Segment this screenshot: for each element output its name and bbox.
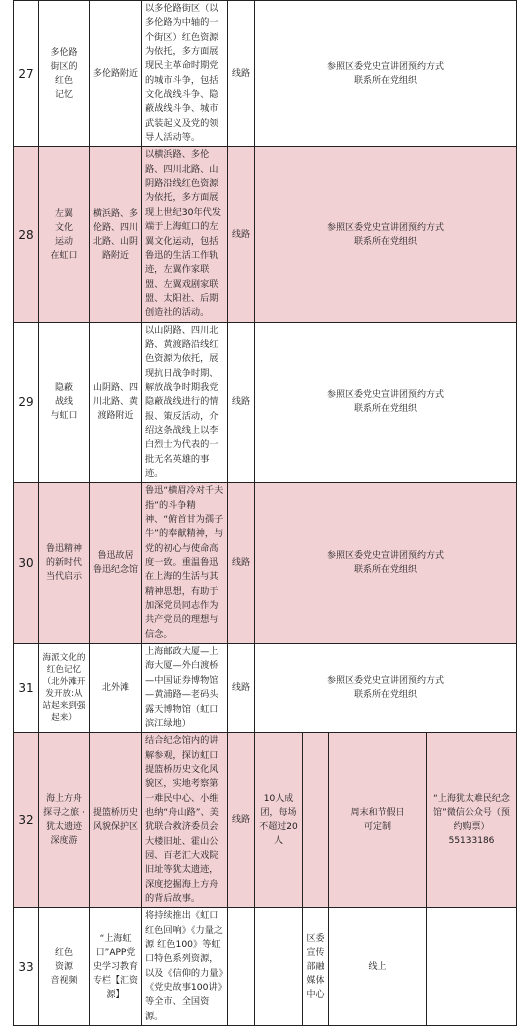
booking-info: 参照区委党史宣讲团预约方式 联系所在党组织 [255,322,517,483]
activity-description: 以多伦路街区（以多伦路为中轴的一个街区）红色资源为依托，多方面展现民主革命时期党的城市斗争，包括文化战线斗争、隐蔽战线斗争、城市武装起义及党的领导人活动等。 [142,1,228,147]
table-row [14,483,517,644]
table-row [14,1,517,147]
row-number: 33 [14,908,39,1026]
activity-location: 鲁迅故居 鲁迅纪念馆 [90,483,142,644]
empty-cell [255,908,303,1026]
table-row [14,644,517,733]
booking-info: 参照区委党史宣讲团预约方式 联系所在党组织 [255,483,517,644]
activity-type: 线路 [228,733,255,908]
activity-description: 上海邮政大厦—上海大厦—外白渡桥—中国证券博物馆—黄浦路—老码头露天博物馆（虹口滨江绿地） [142,644,228,733]
row-number: 29 [14,322,39,483]
activity-location: “上海虹口”APP党史学习教育专栏【汇资源】 [90,908,142,1026]
activity-type: 线路 [228,147,255,322]
row-number: 30 [14,483,39,644]
table-row [14,908,517,1026]
activity-location: 山阴路、四川北路、黄渡路附近 [90,322,142,483]
activity-type: 线路 [228,1,255,147]
table-row [14,147,517,322]
activity-location: 提篮桥历史风貌保护区 [90,733,142,908]
activity-type: 线路 [228,644,255,733]
organizer: 区委宣传部融媒体中心 [303,908,329,1026]
activity-location: 北外滩 [90,644,142,733]
activity-name: 海上方舟 探寻之旅 · 犹太遗迹 深度游 [39,733,90,908]
red-routes-table [13,0,517,1026]
row-number: 31 [14,644,39,733]
row-number: 28 [14,147,39,322]
booking-info: 参照区委党史宣讲团预约方式 联系所在党组织 [255,1,517,147]
booking-info: 参照区委党史宣讲团预约方式 联系所在党组织 [255,147,517,322]
activity-location: 多伦路附近 [90,1,142,147]
activity-name: 红色 资源 音视频 [39,908,90,1026]
activity-description: 以横浜路、多伦路、四川北路、山阴路沿线红色资源为依托，多方面展现上世纪30年代发端于上海虹口的左翼文化运动，包括鲁迅的生活工作轨迹，左翼作家联盟、左翼戏剧家联盟、太阳社、后期创造社的活动。 [142,147,228,322]
activity-description: 以山阴路、四川北路、黄渡路沿线红色资源为依托，展现抗日战争时期、解放战争时期我党隐蔽战线进行的情报、策反活动，介绍这条战线上以李白烈士为代表的一批无名英雄的事迹。 [142,322,228,483]
empty-cell [228,908,255,1026]
activity-name: 隐蔽 战线 与虹口 [39,322,90,483]
activity-name: 鲁迅精神 的新时代 当代启示 [39,483,90,644]
activity-description: 将持续推出《虹口红色回响》《力量之源 红色100》等虹口特色系列资源，以及《信仰的力量》《党史故事100讲》等全市、全国资源。 [142,908,228,1026]
activity-description: 鲁迅“横眉冷对千夫指”的斗争精神、“俯首甘为孺子牛”的奉献精神，与党的初心与使命高度一致。重温鲁迅在上海的生活与其精神思想，有助于加深党员同志作为共产党员的理想与信念。 [142,483,228,644]
activity-name: 多伦路 街区的 红色 记忆 [39,1,90,147]
row-number: 32 [14,733,39,908]
activity-name: 左翼 文化 运动 在虹口 [39,147,90,322]
activity-mode: 线上 [329,908,427,1026]
activity-type: 线路 [228,483,255,644]
activity-name: 海派文化的 红色记忆 （北外滩开 发开放:从 站起来到强 起来） [39,644,90,733]
activity-description: 结合纪念馆内的讲解参观，探访虹口提篮桥历史文化风貌区，实地考察第一难民中心、小维也纳“舟山路”、美犹联合救济委员会大楼旧址、霍山公园、百老汇大戏院旧址等犹太遗迹，深度挖掘海上方舟的背后故事。 [142,733,228,908]
activity-time: 周末和节假日 可定制 [329,733,427,908]
table-row [14,733,517,908]
empty-cell [303,733,329,908]
table-row [14,322,517,483]
activity-type: 线路 [228,322,255,483]
row-number: 27 [14,1,39,147]
booking-info: “上海犹太难民纪念馆”微信公众号（预约购票）55133186 [427,733,517,908]
group-size: 10人成团，每场不超过20人 [255,733,303,908]
booking-info: 参照区委党史宣讲团预约方式 联系所在党组织 [255,644,517,733]
activity-location: 横浜路、多伦路、四川北路、山阴路附近 [90,147,142,322]
empty-cell [427,908,517,1026]
